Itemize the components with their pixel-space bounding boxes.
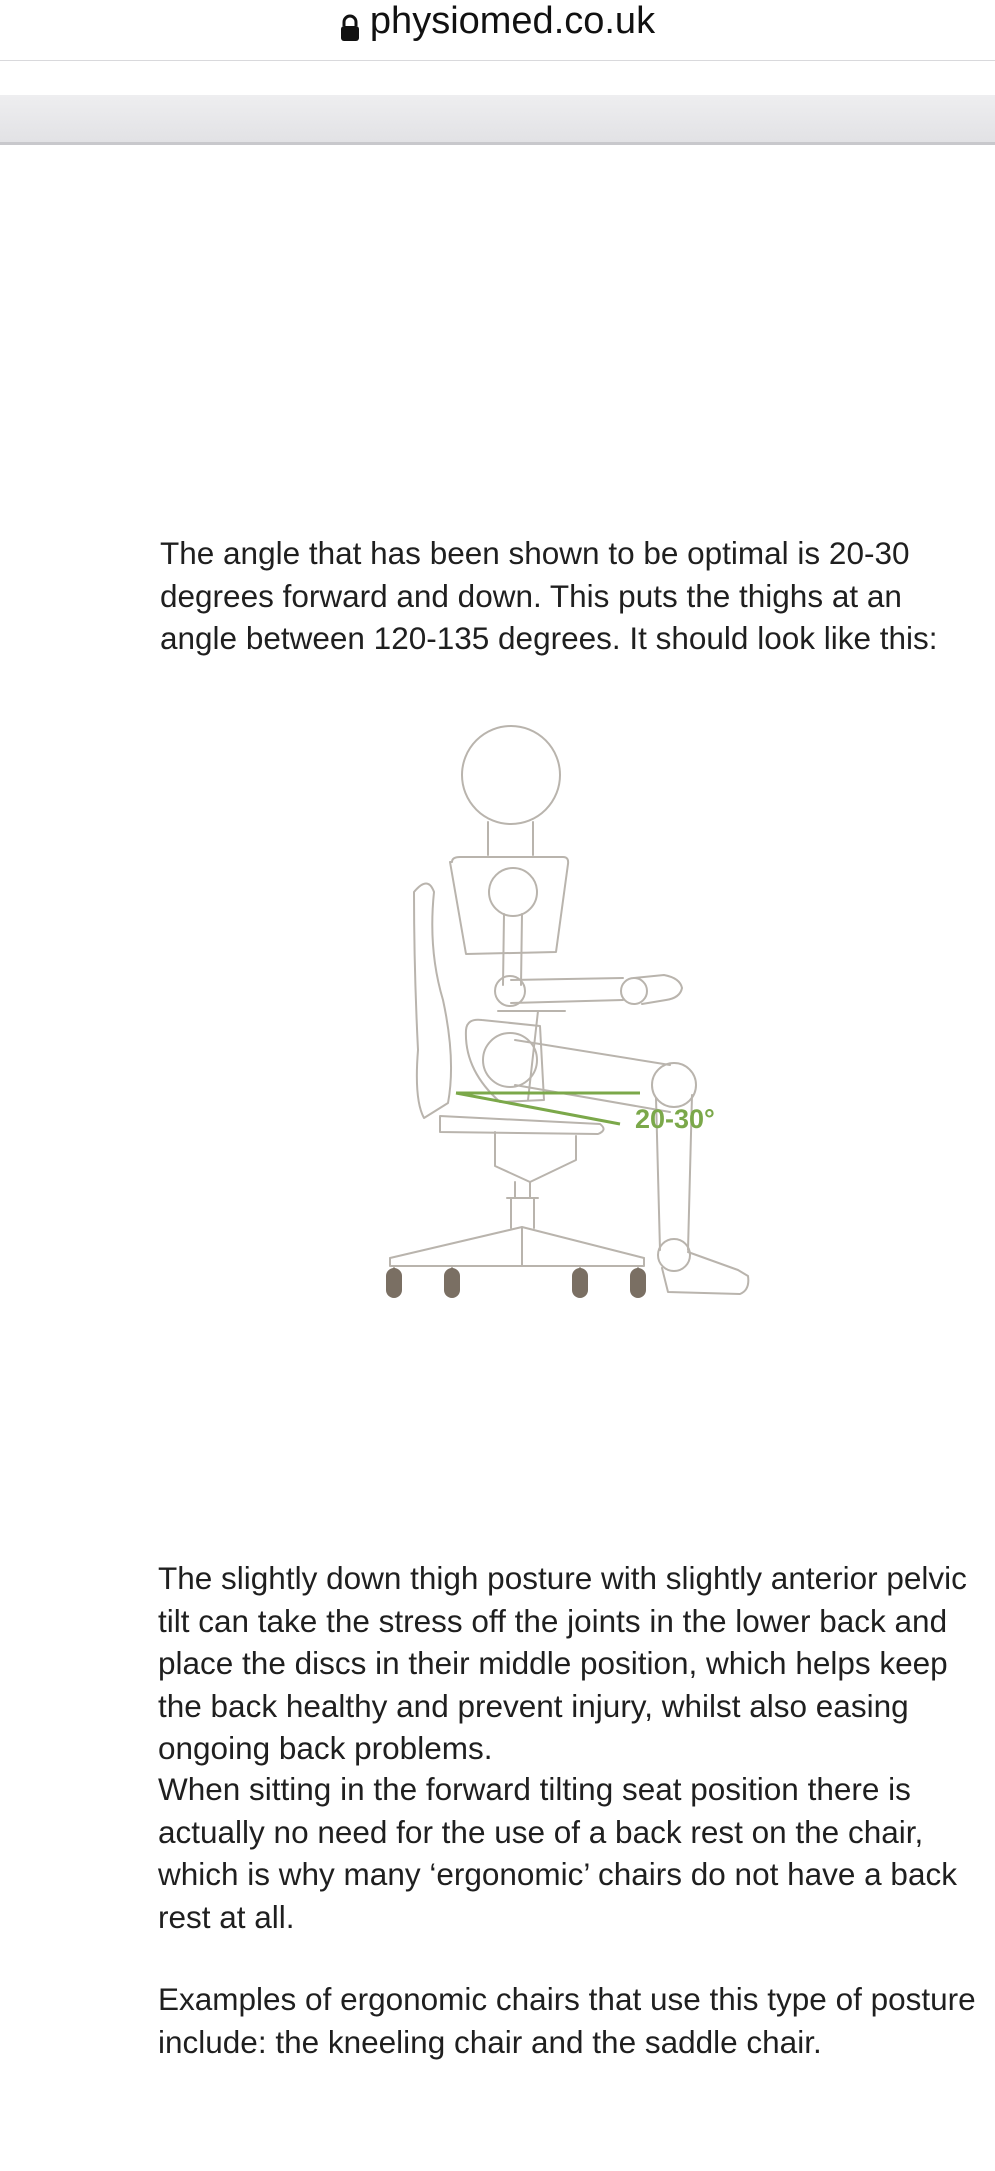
seated-posture-illustration — [370, 720, 770, 1310]
figure-torso — [450, 857, 568, 954]
chair-caster-stems — [394, 1266, 638, 1276]
figure-ankle — [658, 1239, 690, 1271]
figure-knee — [652, 1063, 696, 1107]
figure-shoulder — [489, 868, 537, 916]
chair-caster — [572, 1268, 588, 1298]
chair-caster — [630, 1268, 646, 1298]
figure-wrist — [621, 978, 647, 1004]
chair-seat — [440, 1116, 604, 1134]
figure-upper-arm — [503, 914, 522, 985]
body-paragraph: The slightly down thigh posture with slightly anterior pelvic tilt can take the stress off the joints in the lower back and place the discs in their middle position, which helps keep the back healthy and prevent injury, whilst also easing ongoing back problems. — [158, 1560, 967, 1766]
url-display[interactable] — [0, 0, 995, 42]
angle-label: 20-30° — [635, 1104, 715, 1134]
figure-head — [462, 726, 560, 824]
lock-icon — [340, 9, 360, 37]
angle-thigh-line — [456, 1093, 620, 1124]
body-paragraph: Examples of ergonomic chairs that use this type of posture include: the kneeling chair and the saddle chair. — [158, 1981, 976, 2060]
figure-neck — [488, 822, 533, 855]
chair-gas-cylinder — [507, 1182, 538, 1228]
chair-base — [390, 1227, 644, 1266]
figure-foot — [662, 1252, 748, 1294]
body-paragraph: When sitting in the forward tilting seat position there is actually no need for the use of a back rest on the chair, which is why many ‘ergonomic’ chairs do not have a back rest at all. — [158, 1771, 957, 1935]
browser-url-bar[interactable] — [0, 0, 995, 61]
chair-back — [414, 884, 451, 1119]
url-text: physiomed.co.uk — [369, 0, 656, 42]
chair-caster — [386, 1268, 402, 1298]
intro-paragraph: The angle that has been shown to be optimal is 20-30 degrees forward and down. This puts the thighs at an angle between 120-135 degrees. It should look like this: — [160, 535, 938, 656]
figure-hip — [483, 1033, 537, 1087]
figure-forearm — [511, 978, 623, 1003]
site-header-band — [0, 95, 995, 145]
chair-seat-base — [495, 1132, 576, 1182]
chair-caster — [444, 1268, 460, 1298]
